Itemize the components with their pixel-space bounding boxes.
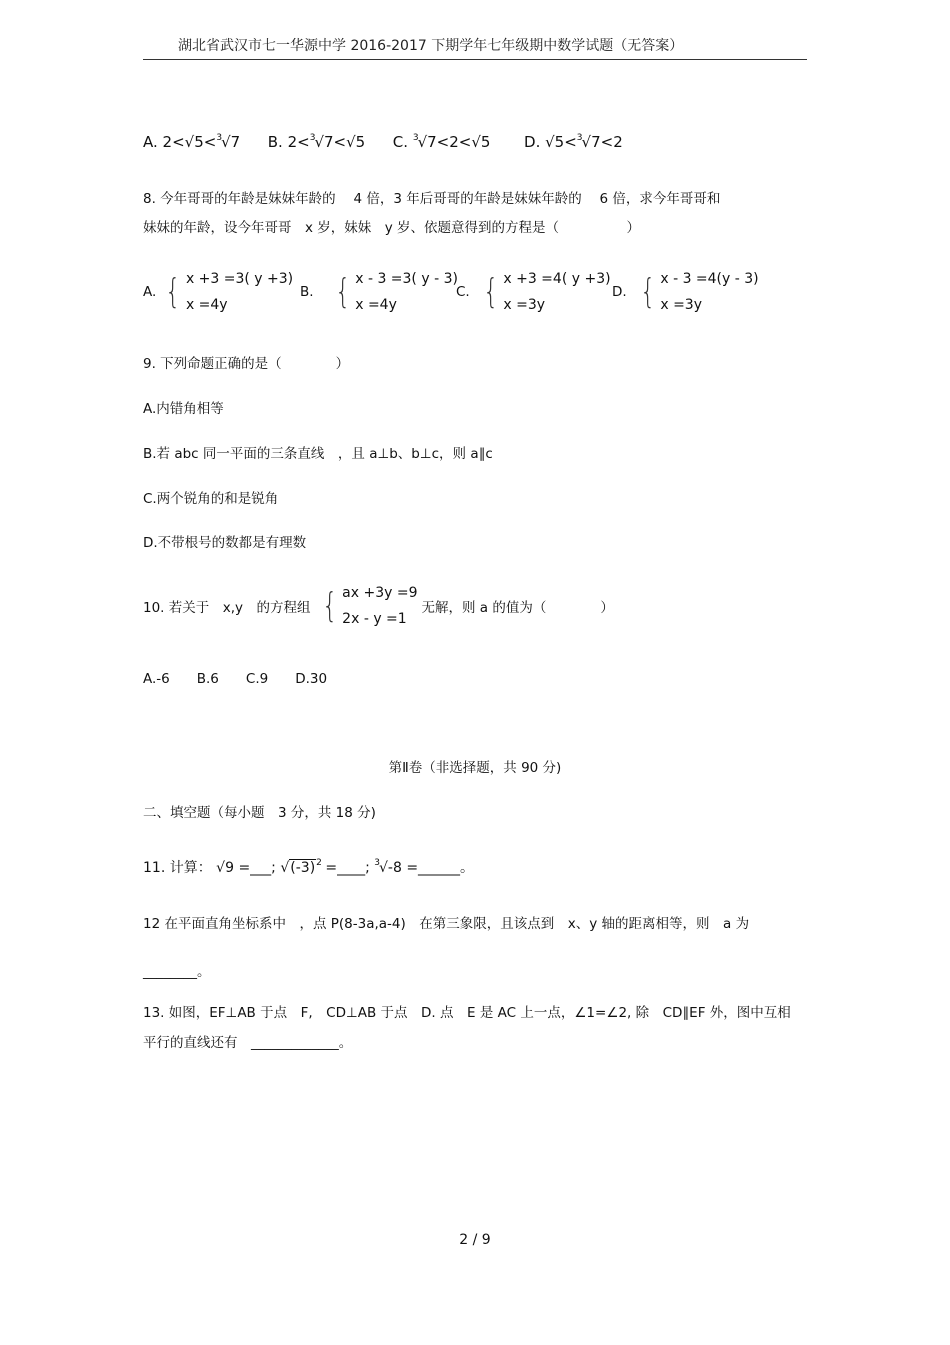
q8-option-b: B. { x - 3 =3( y - 3) x =4y <box>300 271 458 313</box>
q9-option-c: C.两个锐角的和是锐角 <box>143 491 279 507</box>
q9-option-b: B.若 abc 同一平面的三条直线 ，且 a⊥b、b⊥c，则 a∥c <box>143 446 493 462</box>
q8-option-c: C. { x +3 =4( y +3) x =3y <box>456 271 611 313</box>
q8-option-a: A. { x +3 =3( y +3) x =4y <box>143 271 294 313</box>
q12-line1: 12 在平面直角坐标系中 ，点 P(8-3a,a-4) 在第三象限，且该点到 x、y 轴的距离相等，则 a 为 <box>143 916 750 932</box>
q7-option-a: 2<√5<$^3$√7 <box>162 133 241 151</box>
q12-line2: ________。 <box>143 964 211 980</box>
q8-stem-line1: 8. 今年哥哥的年龄是妹妹年龄的 4 倍，3 年后哥哥的年龄是妹妹年龄的 6 倍，求今年哥哥和 <box>143 191 721 207</box>
q9-stem: 9. 下列命题正确的是（ ） <box>143 356 350 372</box>
section-subtitle: 二、填空题（每小题 3 分，共 18 分) <box>143 805 376 821</box>
page-header: 湖北省武汉市七一华源中学 2016-2017 下期学年七年级期中数学试题（无答案） <box>178 38 684 54</box>
q9-option-d: D.不带根号的数都是有理数 <box>143 535 307 551</box>
q7-option-d-label: D. <box>524 133 541 151</box>
q13-line1: 13. 如图，EF⊥AB 于点 F, CD⊥AB 于点 D. 点 E 是 AC 上一点，∠1=∠2, 除 CD∥EF 外，图中互相 <box>143 1005 791 1021</box>
page-number: 2 / 9 <box>459 1232 491 1248</box>
header-rule <box>143 59 807 60</box>
q11-part2: $√(-3)^2$ =____; <box>280 858 370 876</box>
q7-options <box>143 133 623 151</box>
q13-line2: 平行的直线还有 _____________。 <box>143 1035 353 1051</box>
q11-part1: √9 =___; <box>216 860 276 876</box>
q7-option-a-label: A. <box>143 133 158 151</box>
section-title: 第Ⅱ卷（非选择题，共 90 分) <box>388 760 562 776</box>
q8-option-d: D. { x - 3 =4(y - 3) x =3y <box>612 271 759 313</box>
q7-option-b: 2<$^3$√7<√5 <box>287 133 366 151</box>
q10-options: A.-6 B.6 C.9 D.30 <box>143 671 328 687</box>
q9-option-a: A.内错角相等 <box>143 401 224 417</box>
q7-option-c-label: C. <box>392 133 409 151</box>
q10-stem: 10. 若关于 x,y 的方程组 { ax +3y =9 2x - y =1 无解，则 a 的值为（ ） <box>143 585 614 627</box>
q7-option-d: √5<$^3$√7<2 <box>545 133 623 151</box>
q11-part3: $^3$√-8 =______。 <box>374 858 475 876</box>
q7-option-c: $^3$√7<2<√5 <box>412 133 491 151</box>
q11: 11. 计算： √9 =___; $√(-3)^2$ =____; $^3$√-8 =______。 <box>143 858 475 876</box>
q7-option-b-label: B. <box>267 133 283 151</box>
q8-stem-line2: 妹妹的年龄，设今年哥哥 x 岁，妹妹 y 岁、依题意得到的方程是（ ） <box>143 220 641 236</box>
